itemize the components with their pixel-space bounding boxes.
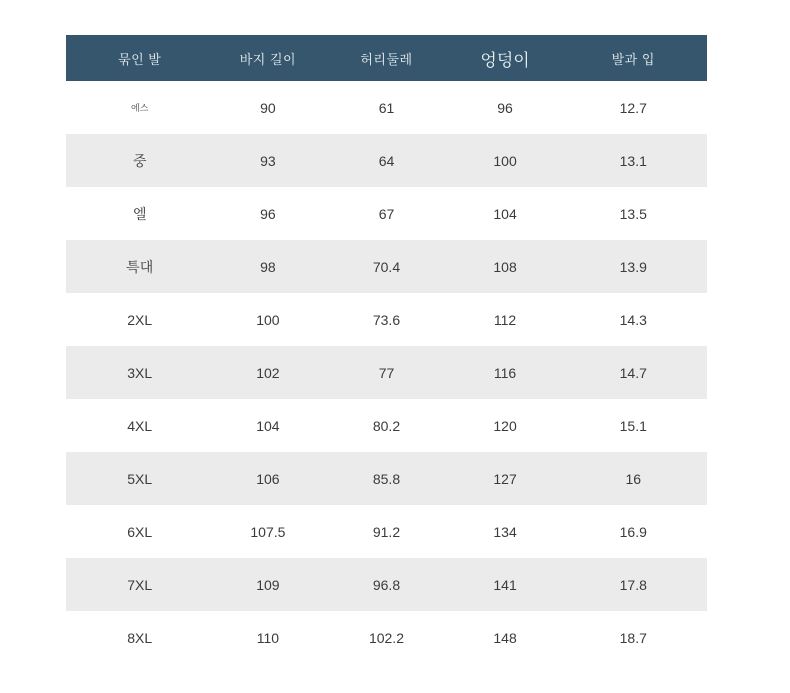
size-cell: 특대	[66, 240, 213, 293]
value-cell: 96	[213, 187, 322, 240]
value-cell: 127	[451, 452, 560, 505]
value-cell: 102.2	[322, 611, 450, 664]
table-row	[66, 399, 707, 452]
value-cell: 106	[213, 452, 322, 505]
size-cell: 엘	[66, 187, 213, 240]
value-cell: 80.2	[322, 399, 450, 452]
value-cell: 15.1	[560, 399, 707, 452]
size-cell: 8XL	[66, 611, 213, 664]
value-cell: 70.4	[322, 240, 450, 293]
value-cell: 90	[213, 81, 322, 134]
value-cell: 107.5	[213, 505, 322, 558]
value-cell: 148	[451, 611, 560, 664]
value-cell: 134	[451, 505, 560, 558]
size-cell: 4XL	[66, 399, 213, 452]
value-cell: 91.2	[322, 505, 450, 558]
size-cell: 5XL	[66, 452, 213, 505]
value-cell: 102	[213, 346, 322, 399]
header-cell-3: 허리둘레	[322, 35, 450, 81]
value-cell: 108	[451, 240, 560, 293]
value-cell: 96	[451, 81, 560, 134]
value-cell: 12.7	[560, 81, 707, 134]
size-cell: 7XL	[66, 558, 213, 611]
size-cell: 에스	[66, 81, 213, 134]
value-cell: 109	[213, 558, 322, 611]
table-header-row	[66, 35, 707, 81]
value-cell: 98	[213, 240, 322, 293]
value-cell: 13.9	[560, 240, 707, 293]
table-row	[66, 346, 707, 399]
value-cell: 93	[213, 134, 322, 187]
header-cell-4: 엉덩이	[451, 35, 560, 81]
value-cell: 14.3	[560, 293, 707, 346]
value-cell: 67	[322, 187, 450, 240]
table-row	[66, 452, 707, 505]
size-chart-region	[66, 35, 707, 664]
table-row	[66, 187, 707, 240]
value-cell: 16.9	[560, 505, 707, 558]
header-cell-2: 바지 길이	[213, 35, 322, 81]
value-cell: 120	[451, 399, 560, 452]
value-cell: 16	[560, 452, 707, 505]
size-chart-table	[66, 35, 707, 664]
size-cell: 6XL	[66, 505, 213, 558]
value-cell: 100	[451, 134, 560, 187]
value-cell: 96.8	[322, 558, 450, 611]
value-cell: 85.8	[322, 452, 450, 505]
value-cell: 61	[322, 81, 450, 134]
value-cell: 17.8	[560, 558, 707, 611]
size-cell: 2XL	[66, 293, 213, 346]
value-cell: 77	[322, 346, 450, 399]
value-cell: 141	[451, 558, 560, 611]
table-row	[66, 134, 707, 187]
table-row	[66, 81, 707, 134]
size-cell: 3XL	[66, 346, 213, 399]
table-row	[66, 293, 707, 346]
value-cell: 13.1	[560, 134, 707, 187]
header-cell-1: 묶인 발	[66, 35, 213, 81]
value-cell: 14.7	[560, 346, 707, 399]
table-row	[66, 611, 707, 664]
table-row	[66, 240, 707, 293]
header-cell-5: 발과 입	[560, 35, 707, 81]
table-row	[66, 505, 707, 558]
value-cell: 116	[451, 346, 560, 399]
value-cell: 13.5	[560, 187, 707, 240]
value-cell: 18.7	[560, 611, 707, 664]
value-cell: 64	[322, 134, 450, 187]
size-cell: 중	[66, 134, 213, 187]
value-cell: 112	[451, 293, 560, 346]
value-cell: 104	[213, 399, 322, 452]
table-row	[66, 558, 707, 611]
value-cell: 110	[213, 611, 322, 664]
value-cell: 104	[451, 187, 560, 240]
value-cell: 73.6	[322, 293, 450, 346]
value-cell: 100	[213, 293, 322, 346]
